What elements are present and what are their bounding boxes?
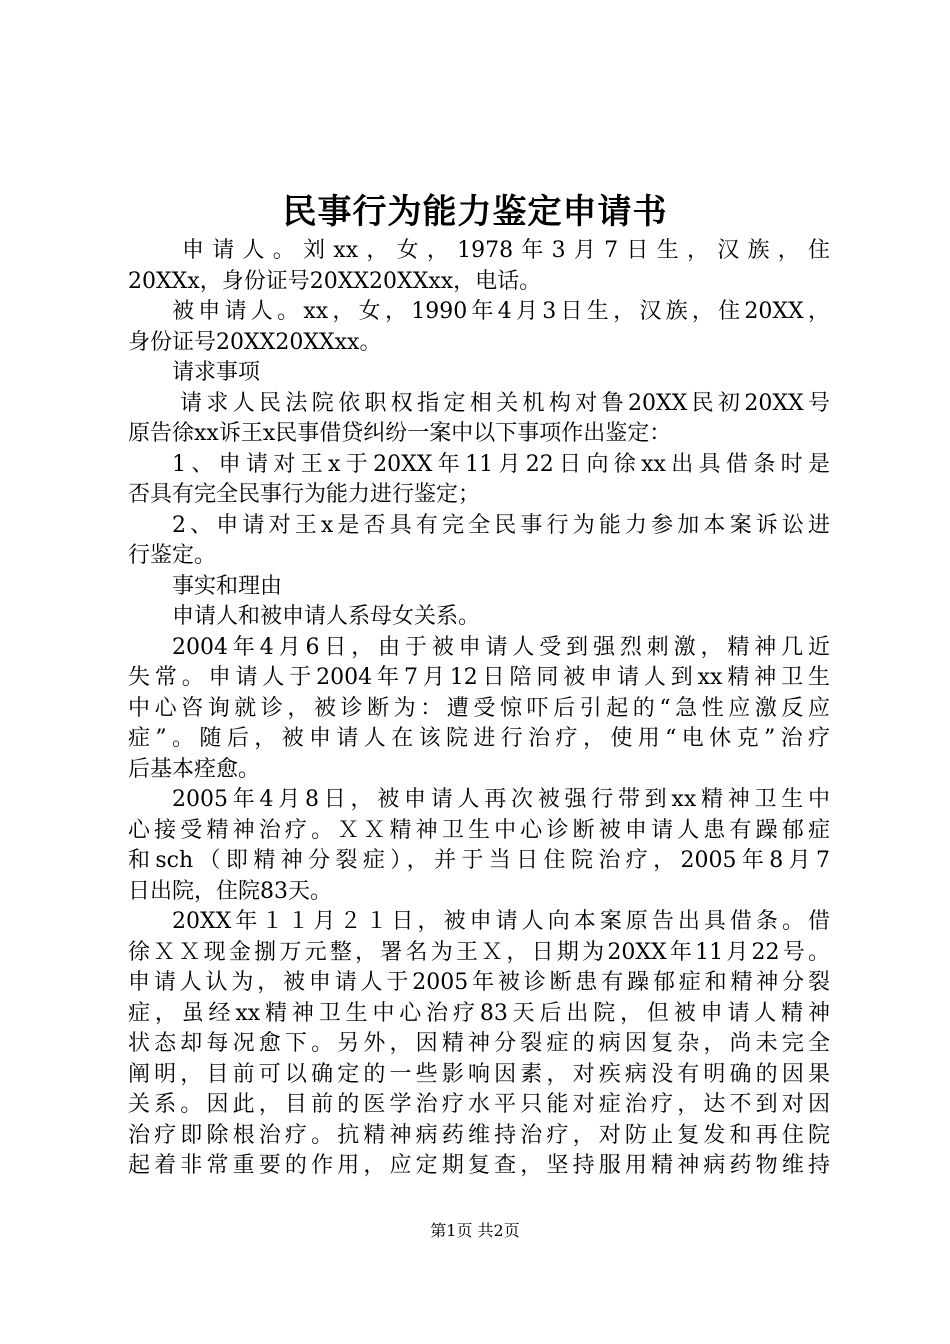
paragraph-line: 治疗即除根治疗。抗精神病药维持治疗，对防止复发和再住院 bbox=[128, 1122, 830, 1148]
paragraph-line: 身份证号20XX20XXxx。 bbox=[128, 329, 382, 355]
paragraph-line: 20XX年１１月２１日，被申请人向本案原告出具借条。借 bbox=[172, 909, 830, 934]
paragraph-line: 后基本痊愈。 bbox=[128, 756, 261, 782]
paragraph-line: 日出院，住院83天。 bbox=[128, 878, 332, 904]
paragraph-line: 2005年4月8日，被申请人再次被强行带到xx精神卫生中 bbox=[172, 787, 830, 812]
paragraph-line: 20XXx，身份证号20XX20XXxx，电话。 bbox=[128, 268, 542, 294]
section-heading: 请求事项 bbox=[172, 360, 261, 385]
paragraph-line: 申请人认为，被申请人于2005年被诊断患有躁郁症和精神分裂 bbox=[128, 970, 830, 995]
page-footer: 第1页 共2页 bbox=[430, 1221, 520, 1240]
paragraph-line: 关系。因此，目前的医学治疗水平只能对症治疗，达不到对因 bbox=[128, 1092, 830, 1117]
paragraph-line: 心接受精神治疗。ＸＸ精神卫生中心诊断被申请人患有躁郁症 bbox=[128, 817, 830, 843]
paragraph-line: 2、申请对王x是否具有完全民事行为能力参加本案诉讼进 bbox=[172, 512, 830, 538]
paragraph-line: 起着非常重要的作用，应定期复查，坚持服用精神病药物维持 bbox=[128, 1153, 830, 1178]
paragraph-line: 1、申请对王x于20XX年11月22日向徐xx出具借条时是 bbox=[172, 451, 830, 477]
paragraph-line: 原告徐xx诉王x民事借贷纠纷一案中以下事项作出鉴定： bbox=[128, 421, 672, 446]
paragraph-line: 中心咨询就诊，被诊断为：遭受惊吓后引起的“急性应激反应 bbox=[128, 695, 830, 721]
paragraph-line: 症”。随后，被申请人在该院进行治疗，使用“电休克”治疗 bbox=[128, 726, 830, 751]
paragraph-line: 行鉴定。 bbox=[128, 543, 217, 568]
document-title: 民事行为能力鉴定申请书 bbox=[282, 192, 668, 232]
paragraph-line: 申请人和被申请人系母女关系。 bbox=[172, 604, 481, 629]
paragraph-line: 状态却每况愈下。另外，因精神分裂症的病因复杂，尚未完全 bbox=[128, 1031, 830, 1056]
paragraph-line: 申请人。刘xx，女，1978年3月7日生，汉族，住 bbox=[182, 238, 830, 263]
paragraph-line: 症，虽经xx精神卫生中心治疗83天后出院，但被申请人精神 bbox=[128, 1000, 830, 1026]
document-body bbox=[128, 236, 830, 1182]
paragraph-line: 被申请人。xx，女，1990年4月3日生，汉族，住20XX， bbox=[172, 299, 830, 324]
paragraph-line: 阐明，目前可以确定的一些影响因素，对疾病没有明确的因果 bbox=[128, 1061, 830, 1087]
paragraph-line: 失常。申请人于2004年7月12日陪同被申请人到xx精神卫生 bbox=[128, 665, 830, 690]
paragraph-line: 徐ＸＸ现金捌万元整，署名为王Ｘ，日期为20XX年11月22号。 bbox=[128, 939, 830, 965]
paragraph-line: 否具有完全民事行为能力进行鉴定； bbox=[128, 482, 481, 507]
paragraph-line: 和sch（即精神分裂症），并于当日住院治疗，2005年8月7 bbox=[128, 848, 830, 873]
section-heading: 事实和理由 bbox=[172, 573, 283, 599]
paragraph-line: 请求人民法院依职权指定相关机构对鲁20XX民初20XX号 bbox=[180, 390, 830, 416]
paragraph-line: 2004年4月6日，由于被申请人受到强烈刺激，精神几近 bbox=[172, 634, 830, 660]
